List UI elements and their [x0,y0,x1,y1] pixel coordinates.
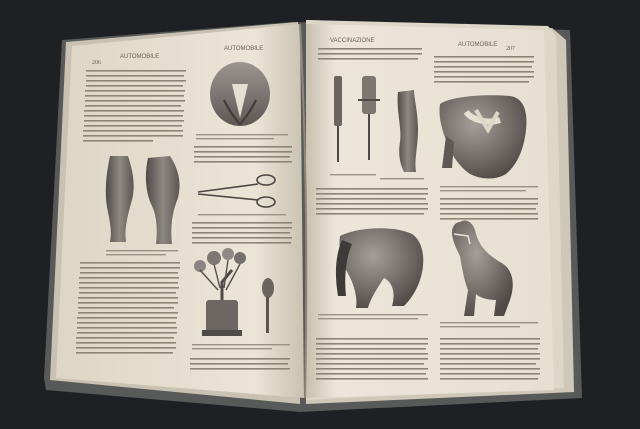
hoof-illustration [210,62,270,126]
right-page-number: 207 [506,46,515,52]
leg-illustration [398,90,418,172]
left-text-column-top [83,70,186,142]
right-running-head-center: VACCINAZIONE [330,38,375,44]
right-running-head: AUTOMOBILE [458,42,498,48]
left-page-number: 206 [92,60,101,66]
left-running-head-center: AUTOMOBILE [224,46,264,52]
left-running-head: AUTOMOBILE [120,54,160,60]
right-page [306,24,554,398]
